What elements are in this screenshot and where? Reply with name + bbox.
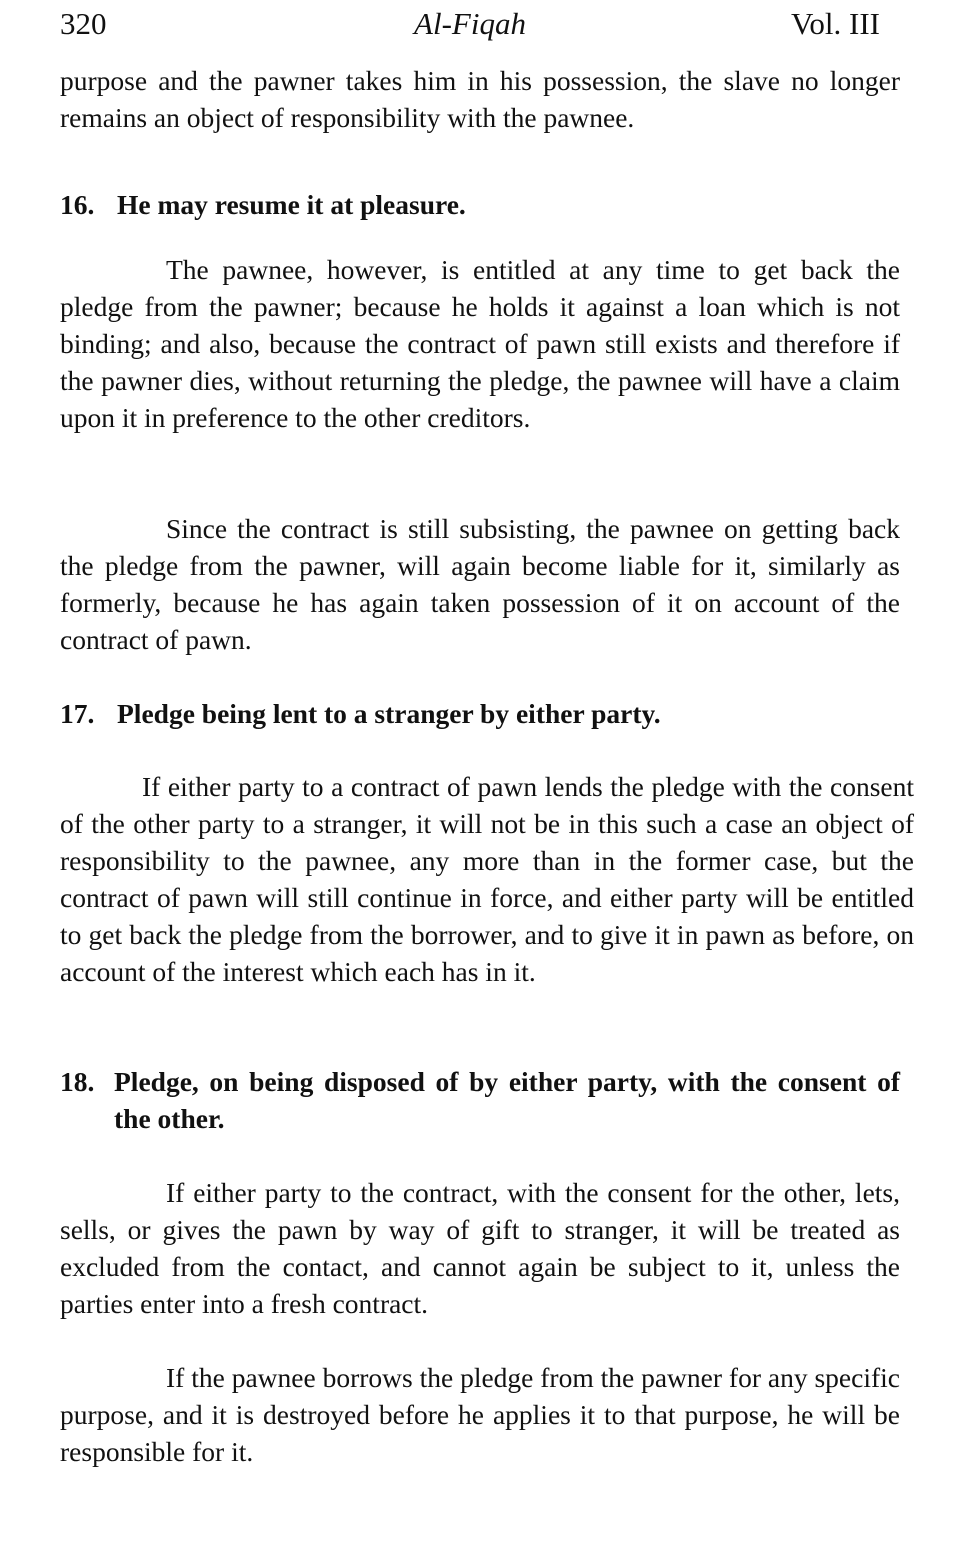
section-16-number: 16. — [60, 189, 95, 220]
section-17-heading — [60, 695, 661, 732]
intro-paragraph: purpose and the pawner takes him in his possession, the slave no longer remains an object of responsibility with the pawnee. — [60, 65, 900, 133]
running-title: Al-Fiqah — [414, 6, 526, 41]
volume-label: Vol. III — [791, 6, 880, 41]
section-17-number: 17. — [60, 698, 95, 729]
section-18-paragraph-1: If either party to the contract, with the consent for the other, lets, sells, or gives the pawn by way of gift to stranger, it will be treated as excluded from the contact, and cannot again be subject to it, unless the parties enter into a fresh contract. — [60, 1177, 900, 1319]
section-17-paragraph-1: If either party to a contract of pawn lends the pledge with the consent of the other party to a stranger, it will not be in this such a case an object of responsibility to the pawnee, any more than in the former case, but the contract of pawn will still continue in force, and either party will be entitled to get back the pledge from the borrower, and to give it in pawn as before, on account of the interest which each has in it. — [60, 771, 914, 987]
section-18-number: 18. — [60, 1066, 95, 1097]
page-header — [60, 2, 880, 46]
section-17-title: Pledge being lent to a stranger by either party. — [117, 698, 661, 729]
section-16-heading — [60, 186, 466, 223]
section-18-title: Pledge, on being disposed of by either party, with the consent of the other. — [114, 1066, 900, 1134]
section-18-heading — [60, 1063, 900, 1137]
section-16-paragraph-1: The pawnee, however, is entitled at any time to get back the pledge from the pawner; because he holds it against a loan which is not binding; and also, because the contract of pawn still exists and therefore if the pawner dies, without returning the pledge, the pawnee will have a claim upon it in preference to the other creditors. — [60, 254, 900, 433]
page-number: 320 — [60, 6, 107, 41]
section-18-paragraph-2: If the pawnee borrows the pledge from the pawner for any specific purpose, and it is destroyed before he applies it to that purpose, he will be responsible for it. — [60, 1362, 900, 1467]
section-16-title: He may resume it at pleasure. — [117, 189, 466, 220]
section-16-paragraph-2: Since the contract is still subsisting, the pawnee on getting back the pledge from the pawner, will again become liable for it, similarly as formerly, because he has again taken possession of it on account of the contract of pawn. — [60, 513, 900, 655]
